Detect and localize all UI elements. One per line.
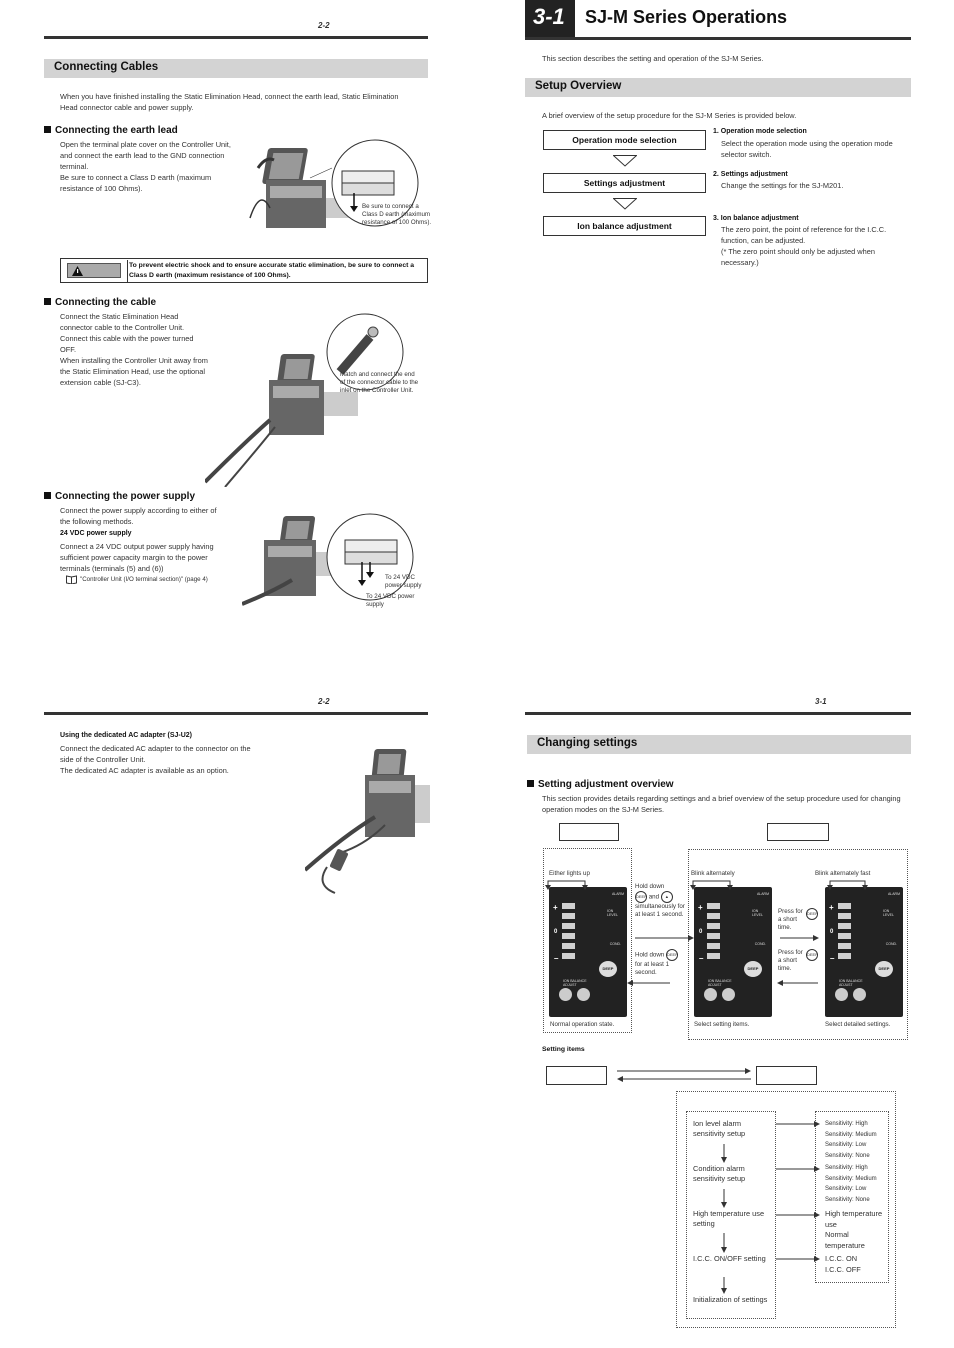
step-box-ion-balance: Ion balance adjustment <box>543 216 706 236</box>
step-desc: The zero point, the point of reference for the I.C.C. function, can be adjusted. (* The zero point should only be adjusted when necessary.) <box>721 225 887 267</box>
setting-item: Condition alarm sensitivity setup <box>693 1164 746 1183</box>
setting-item: I.C.C. ON/OFF setting <box>693 1254 766 1263</box>
deep-button-icon: DEEP <box>635 891 647 903</box>
option-value: Sensitivity: Low <box>825 1186 867 1192</box>
step-desc: Select the operation mode using the operation mode selector switch. <box>721 139 893 159</box>
deep-button-icon: DEEP <box>806 949 818 961</box>
step-title: 1. Operation mode selection <box>713 128 807 135</box>
down-arrow-icon <box>613 155 637 167</box>
header-rule <box>44 712 428 715</box>
setting-items-label: Setting items <box>542 1046 585 1053</box>
ac-text: Connect the dedicated AC adapter to the connector on the side of the Controller Unit. The dedicated AC adapter is available as an option. <box>60 744 251 775</box>
step-title: 2. Settings adjustment <box>713 171 788 178</box>
ion-level-label: ION LEVEL <box>607 909 618 917</box>
panel-state: Normal operation state. <box>550 1021 615 1028</box>
power-sub-text: Connect a 24 VDC output power supply having sufficient power capacity margin to the power terminals (terminals (5) and (6)) <box>60 542 214 573</box>
option-value: Sensitivity: Low <box>825 1142 867 1148</box>
ion-level-label: ION LEVEL <box>752 909 763 917</box>
header-rule <box>525 37 911 40</box>
minus-icon: – <box>830 954 835 963</box>
option-value: Sensitivity: Medium <box>825 1175 877 1182</box>
alarm-label: ALARM <box>611 892 624 896</box>
overview-text: A brief overview of the setup procedure for the SJ-M Series is provided below. <box>542 111 797 120</box>
zero-label: 0 <box>699 929 703 935</box>
option-group <box>825 1254 861 1275</box>
power-text: Connect the power supply according to either of the following methods. <box>60 506 217 526</box>
option-value: I.C.C. OFF <box>825 1264 861 1274</box>
plus-icon: + <box>698 903 703 912</box>
option-value: Normal temperature <box>825 1230 865 1250</box>
mode-label-box <box>767 823 829 841</box>
page-number: 3-1 <box>815 697 827 706</box>
item-flow-arrows <box>686 1111 826 1321</box>
deep-button[interactable]: DEEP <box>744 961 762 977</box>
warning-label-box <box>67 263 121 278</box>
warning-box <box>60 258 428 283</box>
ion-balance-label: ION BALANCE ADJUST <box>839 979 863 987</box>
mode-switch-arrows <box>615 1067 755 1083</box>
mode-box <box>756 1066 817 1085</box>
adjust-up-button[interactable] <box>853 988 866 1001</box>
mode-label-box <box>559 823 619 841</box>
ion-balance-label: ION BALANCE ADJUST <box>563 979 587 987</box>
option-value: I.C.C. ON <box>825 1254 858 1263</box>
press-instruction: DEEP Press for a short time. <box>778 908 818 931</box>
warning-text: To prevent electric shock and to ensure accurate static elimination, be sure to connect a Class D earth (maximum resistance of 100 Ohms). <box>129 262 415 279</box>
ac-heading: Using the dedicated AC adapter (SJ-U2) <box>60 732 192 739</box>
ion-level-label: ION LEVEL <box>883 909 894 917</box>
setting-item: Ion level alarm sensitivity setup <box>693 1119 746 1138</box>
earth-callout: Be sure to connect a Class D earth (maximum resistance of 100 Ohms). <box>362 203 432 226</box>
step-title: 3. Ion balance adjustment <box>713 215 799 222</box>
ac-adapter-illustration <box>305 745 430 895</box>
down-arrow-icon <box>613 198 637 210</box>
earth-text: Open the terminal plate cover on the Controller Unit, and connect the earth lead to the GND connection terminal. Be sure to connect a Class D earth (maximum resistance of 100 Ohms). <box>60 140 231 193</box>
adjust-down-button[interactable] <box>835 988 848 1001</box>
deep-button-icon: DEEP <box>666 949 678 961</box>
chapter-tab <box>525 0 575 38</box>
section-title: Changing settings <box>527 735 911 754</box>
mode-box <box>546 1066 607 1085</box>
warning-icon <box>72 266 83 276</box>
deep-button-icon: DEEP <box>806 908 818 920</box>
alarm-label: ALARM <box>756 892 769 896</box>
option-value: Sensitivity: High <box>825 1165 868 1171</box>
step-box-settings: Settings adjustment <box>543 173 706 193</box>
page-number: 2-2 <box>318 21 330 30</box>
option-group <box>825 1209 887 1251</box>
earth-heading: Connecting the earth lead <box>44 125 178 136</box>
option-group <box>825 1119 877 1161</box>
option-group <box>825 1163 877 1205</box>
option-value: Sensitivity: None <box>825 1196 870 1203</box>
adjust-down-button[interactable] <box>704 988 717 1001</box>
zero-label: 0 <box>554 929 558 935</box>
header-rule <box>44 36 428 39</box>
cond-label: COND. <box>885 942 897 946</box>
power-callout-b: To 24 VDC power supply <box>366 593 415 608</box>
step-box-operation: Operation mode selection <box>543 130 706 150</box>
panel-caption: Either lights up <box>549 870 590 877</box>
panel-caption: Blink alternately fast <box>815 870 871 877</box>
adjust-up-button[interactable] <box>722 988 735 1001</box>
power-reference: "Controller Unit (I/O terminal section)" (page 4) <box>80 576 208 583</box>
chapter-intro: This section describes the setting and operation of the SJ-M Series. <box>542 54 764 63</box>
press-instruction: DEEP Press for a short time. <box>778 949 818 972</box>
setting-item: Initialization of settings <box>693 1295 768 1304</box>
cable-text: Connect the Static Elimination Head connector cable to the Controller Unit. Connect this cable with the power turned OFF. When installing the Controller Unit away from the Static Elimination Head, use the optional extension cable (SJ-C3). <box>60 312 208 387</box>
deep-button[interactable]: DEEP <box>875 961 893 977</box>
mode-arrows <box>540 876 910 986</box>
minus-icon: – <box>699 954 704 963</box>
plus-icon: + <box>829 903 834 912</box>
option-value: Sensitivity: None <box>825 1152 870 1159</box>
power-heading: Connecting the power supply <box>44 491 195 502</box>
option-value: Sensitivity: Medium <box>825 1131 877 1138</box>
step-desc: Change the settings for the SJ-M201. <box>721 181 844 190</box>
minus-icon: – <box>554 954 559 963</box>
ion-balance-label: ION BALANCE ADJUST <box>708 979 732 987</box>
header-rule <box>525 712 911 715</box>
overview-heading: Setting adjustment overview <box>527 779 674 790</box>
cond-label: COND. <box>754 942 766 946</box>
intro-text: When you have finished installing the Static Elimination Head, connect the earth lead, Static Elimination Head connector cable and power supply. <box>60 92 399 112</box>
cable-callout: Match and connect the end of the connector cable to the inlet on the Controller Unit. <box>340 371 419 394</box>
alarm-label: ALARM <box>887 892 900 896</box>
section-title: Setup Overview <box>525 78 911 97</box>
panel-caption: Blink alternately <box>691 870 735 877</box>
up-arrow-button-icon: ▲ <box>661 891 673 903</box>
chapter-title: SJ-M Series Operations <box>585 7 788 27</box>
cable-illustration <box>205 312 425 487</box>
panel-state: Select setting items. <box>694 1021 750 1028</box>
setting-item: High temperature use setting <box>693 1209 765 1228</box>
hold-instruction: Hold down DEEP and ▲ simultaneously for at least 1 second. <box>635 883 685 918</box>
power-sub-heading: 24 VDC power supply <box>60 530 132 537</box>
cable-heading: Connecting the cable <box>44 297 156 308</box>
page-number: 2-2 <box>318 697 330 706</box>
option-value: High temperature use <box>825 1209 883 1229</box>
hold-deep-instruction: Hold down DEEP for at least 1 second. <box>635 949 690 977</box>
overview-text: This section provides details regarding settings and a brief overview of the setup procedure used for changing operation modes on the SJ-M Series. <box>542 794 901 814</box>
deep-button[interactable]: DEEP <box>599 961 617 977</box>
adjust-down-button[interactable] <box>559 988 572 1001</box>
adjust-up-button[interactable] <box>577 988 590 1001</box>
plus-icon: + <box>553 903 558 912</box>
cond-label: COND. <box>609 942 621 946</box>
option-value: Sensitivity: High <box>825 1121 868 1127</box>
power-callout-a: To 24 VDC power supply <box>385 574 422 589</box>
section-title: Connecting Cables <box>44 59 428 78</box>
zero-label: 0 <box>830 929 834 935</box>
chapter-number: 3-1 <box>533 4 565 29</box>
panel-state: Select detailed settings. <box>825 1021 891 1028</box>
